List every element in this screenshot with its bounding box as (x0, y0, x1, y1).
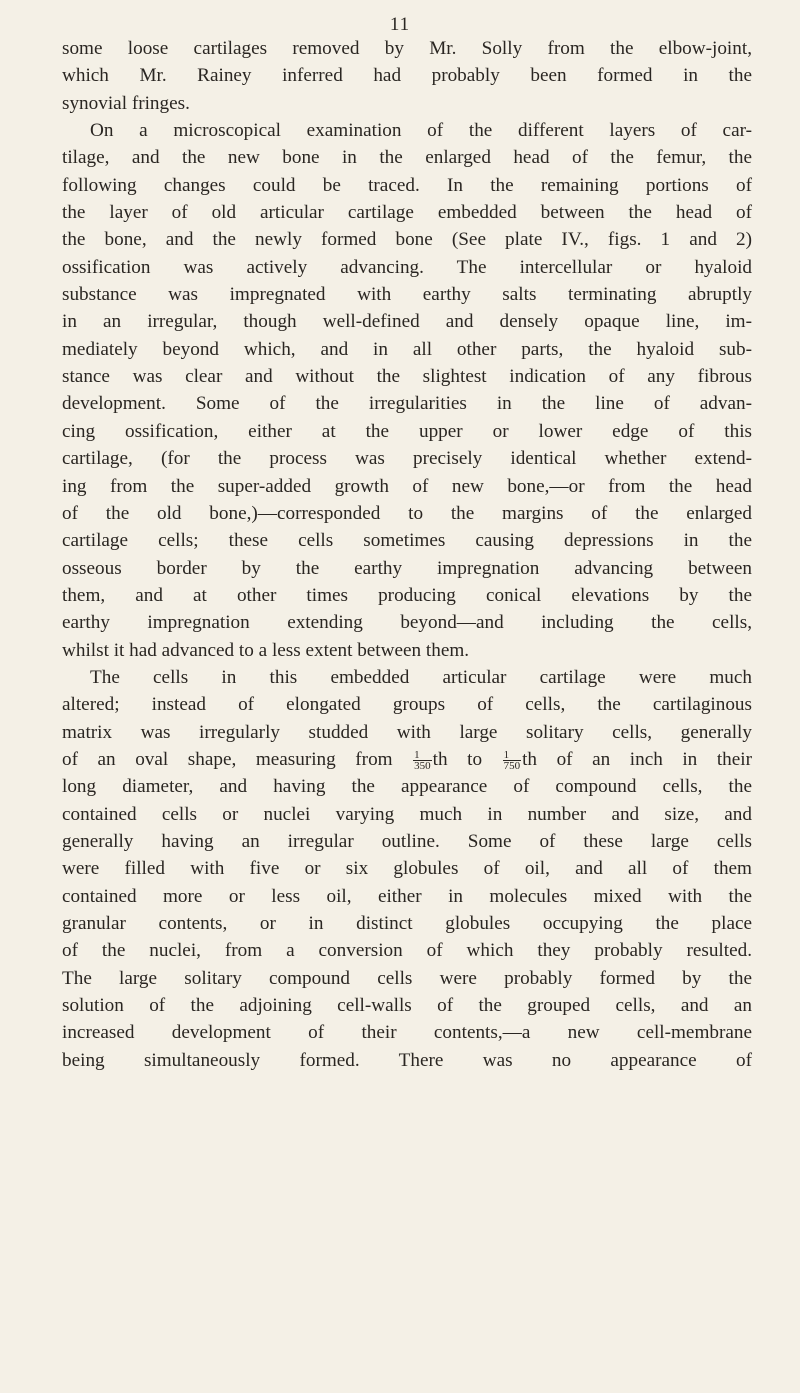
text-line: contained more or less oil, either in molecules mixed with the (62, 885, 752, 907)
paragraph-start-line: The cells in this embedded articular cartilage were much (90, 666, 752, 688)
text-line: some loose cartilages removed by Mr. Solly from the elbow-joint, (62, 38, 752, 59)
text-line: cing ossification, either at the upper or lower edge of this (62, 420, 752, 442)
text-line: of the old bone,)—corresponded to the margins of the enlarged (62, 502, 752, 524)
text-line: matrix was irregularly studded with large solitary cells, generally (62, 721, 752, 743)
page-number: 11 (389, 14, 411, 35)
text-line: development. Some of the irregularities in the line of advan- (62, 393, 752, 415)
body-text (62, 35, 752, 1074)
fraction-one-350th (413, 750, 432, 771)
text-line: cartilage, (for the process was precisely identical whether extend- (62, 448, 752, 470)
text-line: synovial fringes. (62, 92, 190, 114)
text-line: were filled with five or six globules of oil, and all of them (62, 858, 752, 880)
text-line: The large solitary compound cells were probably formed by the (62, 967, 752, 989)
fraction-text-line (62, 746, 752, 773)
text-line: cartilage cells; these cells sometimes causing depressions in the (62, 530, 752, 552)
text-line: solution of the adjoining cell-walls of the grouped cells, and an (62, 995, 752, 1017)
text-line: being simultaneously formed. There was no appearance of (62, 1049, 752, 1071)
text-line: tilage, and the new bone in the enlarged head of the femur, the (62, 147, 752, 169)
paragraph-start-line: On a microscopical examination of the different layers of car- (90, 120, 752, 142)
fraction-line-part1: of an oval shape, measuring from (62, 748, 413, 770)
text-line: whilst it had advanced to a less extent between them. (62, 639, 470, 661)
text-line: long diameter, and having the appearance of compound cells, the (62, 776, 752, 798)
text-line: in an irregular, though well-defined and densely opaque line, im- (62, 311, 752, 333)
text-line: stance was clear and without the slightest indication of any fibrous (62, 366, 752, 388)
text-line: mediately beyond which, and in all other parts, the hyaloid sub- (62, 338, 752, 360)
text-line: altered; instead of elongated groups of cells, the cartilaginous (62, 694, 752, 716)
text-line: osseous border by the earthy impregnation advancing between (62, 557, 752, 579)
text-line: ing from the super-added growth of new bone,—or from the head (62, 475, 752, 497)
fraction-line-part2: th to (432, 748, 502, 770)
text-line: ossification was actively advancing. The intercellular or hyaloid (62, 256, 752, 278)
text-line: the bone, and the newly formed bone (See plate IV., figs. 1 and 2) (62, 229, 752, 251)
text-line: them, and at other times producing conical elevations by the (62, 584, 752, 606)
text-line: generally having an irregular outline. Some of these large cells (62, 830, 752, 852)
text-line: earthy impregnation extending beyond—and including the cells, (62, 612, 752, 634)
text-line: following changes could be traced. In the remaining portions of (62, 174, 752, 196)
fraction-numerator: 1 (503, 750, 522, 761)
fraction-line-part3: th of an inch in their (522, 748, 752, 770)
fraction-one-750th (503, 750, 522, 771)
fraction-denominator: 350 (414, 760, 431, 773)
text-line: substance was impregnated with earthy salts terminating abruptly (62, 284, 752, 306)
text-line: which Mr. Rainey inferred had probably been formed in the (62, 65, 752, 87)
text-line: granular contents, or in distinct globules occupying the place (62, 913, 752, 934)
fraction-numerator: 1 (413, 750, 432, 761)
text-line: contained cells or nuclei varying much in number and size, and (62, 803, 752, 825)
text-line: the layer of old articular cartilage embedded between the head of (62, 202, 752, 224)
fraction-denominator: 750 (503, 760, 521, 773)
text-line: of the nuclei, from a conversion of which they probably resulted. (62, 940, 752, 962)
text-line: increased development of their contents,—a new cell-membrane (62, 1022, 752, 1044)
